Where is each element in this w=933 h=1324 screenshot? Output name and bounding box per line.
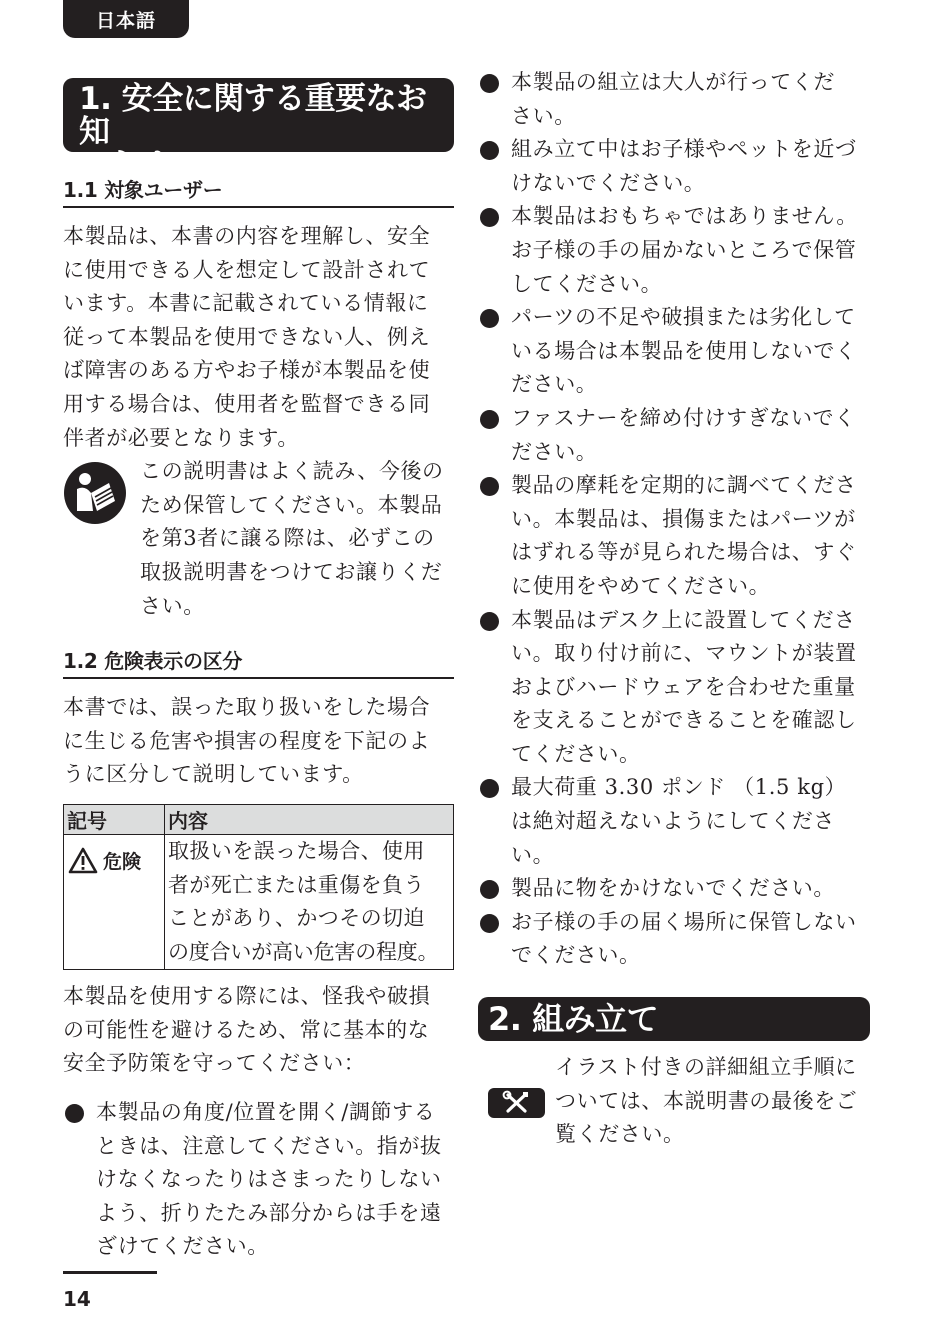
text-line: でください。 <box>511 943 641 968</box>
text-line: 本製品はデスク上に設置してくださ <box>511 607 856 632</box>
text-line: に生じる危害や損害の程度を下記のよ <box>63 728 431 753</box>
safety-intro-paragraph <box>63 980 454 1081</box>
bullet-icon <box>480 779 499 798</box>
text-line: い。取り付け前に、マウントが装置 <box>511 641 857 666</box>
text-line: に使用できる人を想定して設計されて <box>63 257 431 282</box>
text-line: は絶対超えないようにしてくださ <box>511 809 835 834</box>
text-line: を第3者に譲る際は、必ずこの <box>140 526 435 551</box>
text-line: ときは、注意してください。指が抜 <box>96 1133 442 1158</box>
text-line: うに区分して説明しています。 <box>63 762 364 787</box>
list-item <box>478 906 870 973</box>
section-1-number: 1. <box>79 81 112 117</box>
bullet-icon <box>480 880 499 899</box>
list-item <box>478 469 870 603</box>
text-line: 伴者が必要となります。 <box>63 425 299 450</box>
text-line: はずれる等が見られた場合は、すぐ <box>511 540 857 565</box>
text-line: ば障害のある方やお子様が本製品を使 <box>63 358 431 383</box>
text-line: お子様の手の届かないところで保管 <box>511 237 857 262</box>
text-line: ついては、本説明書の最後をご <box>555 1088 858 1113</box>
hazard-intro-paragraph <box>63 691 454 792</box>
left-column <box>63 78 454 1264</box>
right-column <box>478 66 870 1152</box>
text-line: およびハードウェアを合わせた重量 <box>511 674 856 699</box>
text-line: 最大荷重 3.30 ポンド （1.5 kg） <box>511 775 847 800</box>
assembly-note <box>478 1051 870 1152</box>
list-item <box>478 133 870 200</box>
assembly-text <box>555 1051 870 1152</box>
text-line: 本製品の組立は大人が行ってくだ <box>511 70 835 94</box>
list-item <box>478 604 870 772</box>
table-header-content: 内容 <box>165 804 454 834</box>
section-2-title: 2. 組み立て <box>478 997 870 1041</box>
text-line: ファスナーを締め付けすぎないでく <box>511 405 856 430</box>
text-line: さい。 <box>511 103 576 128</box>
section-1-title-line2: らせ <box>108 147 169 183</box>
text-line: 者が死亡または重傷を負う <box>168 872 425 897</box>
list-item <box>478 402 870 469</box>
text-line: お子様の手の届く場所に保管しない <box>511 909 857 934</box>
text-line: 覧ください。 <box>555 1122 685 1147</box>
text-line: いる場合は本製品を使用しないでく <box>511 338 857 363</box>
bullet-icon <box>480 141 499 160</box>
subsection-1-2-heading: 1.2 危険表示の区分 <box>63 649 454 679</box>
list-item <box>478 771 870 872</box>
text-line: 製品に物をかけないでください。 <box>511 876 835 901</box>
danger-symbol-cell <box>64 834 165 969</box>
text-line: ことがあり、かつその切迫 <box>168 906 425 931</box>
read-manual-text <box>140 455 454 623</box>
text-line: けないでください。 <box>511 170 706 195</box>
danger-label: 危険 <box>103 850 142 873</box>
list-item <box>478 200 870 301</box>
read-manual-note <box>63 455 454 623</box>
right-safety-list <box>478 66 870 973</box>
page-number: 14 <box>63 1287 91 1311</box>
footer-rule <box>63 1271 157 1274</box>
text-line: 本製品は、本書の内容を理解し、安全 <box>63 224 431 248</box>
text-line: 組み立て中はお子様やペットを近づ <box>511 137 857 162</box>
bullet-icon <box>480 477 499 496</box>
text-line: ださい。 <box>511 372 598 397</box>
text-line: 安全予防策を守ってください： <box>63 1051 366 1076</box>
text-line: い。本製品は、損傷またはパーツが <box>511 506 856 531</box>
text-line: ざけてください。 <box>96 1234 269 1259</box>
section-1-title-line1: 安全に関する重要なお知 <box>79 81 427 150</box>
bullet-icon <box>480 309 499 328</box>
bullet-icon <box>480 208 499 227</box>
bullet-icon <box>480 612 499 631</box>
text-line: よう、折りたたみ部分からは手を遠 <box>96 1200 442 1225</box>
text-line: イラスト付きの詳細組立手順に <box>555 1055 857 1080</box>
bullet-icon <box>480 914 499 933</box>
warning-triangle-icon <box>68 847 98 874</box>
language-tab: 日本語 <box>63 0 189 38</box>
tools-icon <box>488 1088 545 1118</box>
section-1-title <box>63 78 454 183</box>
text-line: パーツの不足や破損または劣化して <box>511 305 856 330</box>
text-line: ださい。 <box>511 439 598 464</box>
text-line: 本書では、誤った取り扱いをした場合 <box>63 695 431 720</box>
text-line: 本製品はおもちゃではありません。 <box>511 204 858 229</box>
left-safety-list <box>63 1096 454 1264</box>
text-line: さい。 <box>140 593 205 618</box>
text-line: 従って本製品を使用できない人、例え <box>63 324 431 349</box>
danger-description-cell <box>165 834 454 969</box>
text-line: い。 <box>511 842 555 867</box>
bullet-icon <box>480 74 499 93</box>
text-line: 製品の摩耗を定期的に調べてくださ <box>511 473 857 498</box>
text-line: この説明書はよく読み、今後の <box>140 459 444 484</box>
text-line: 取扱説明書をつけてお譲りくだ <box>140 559 443 584</box>
text-line: 本製品を使用する際には、怪我や破損 <box>63 984 431 1009</box>
hazard-table <box>63 804 454 970</box>
list-item <box>478 66 870 133</box>
list-item <box>63 1096 454 1264</box>
text-line: の度合いが高い危害の程度。 <box>168 939 439 964</box>
text-line: 用する場合は、使用者を監督できる同 <box>63 391 431 416</box>
table-header-symbol: 記号 <box>64 804 165 834</box>
text-line: います。本書に記載されている情報に <box>63 291 429 316</box>
list-item <box>478 872 870 906</box>
bullet-icon <box>65 1104 84 1123</box>
text-line: に使用をやめてください。 <box>511 573 771 598</box>
list-item <box>478 301 870 402</box>
text-line: てください。 <box>511 741 641 766</box>
text-line: の可能性を避けるため、常に基本的な <box>63 1017 430 1042</box>
text-line: ため保管してください。本製品 <box>140 492 443 517</box>
target-users-paragraph <box>63 220 454 455</box>
text-line: 取扱いを誤った場合、使用 <box>168 838 425 863</box>
subsection-1-1-heading: 1.1 対象ユーザー <box>63 178 454 208</box>
text-line: を支えることができることを確認し <box>511 708 857 733</box>
text-line: けなくなったりはさまったりしない <box>96 1167 442 1192</box>
text-line: してください。 <box>511 271 663 296</box>
text-line: 本製品の角度/位置を開く/調節する <box>96 1100 436 1125</box>
bullet-icon <box>480 410 499 429</box>
read-manual-icon <box>63 461 127 525</box>
